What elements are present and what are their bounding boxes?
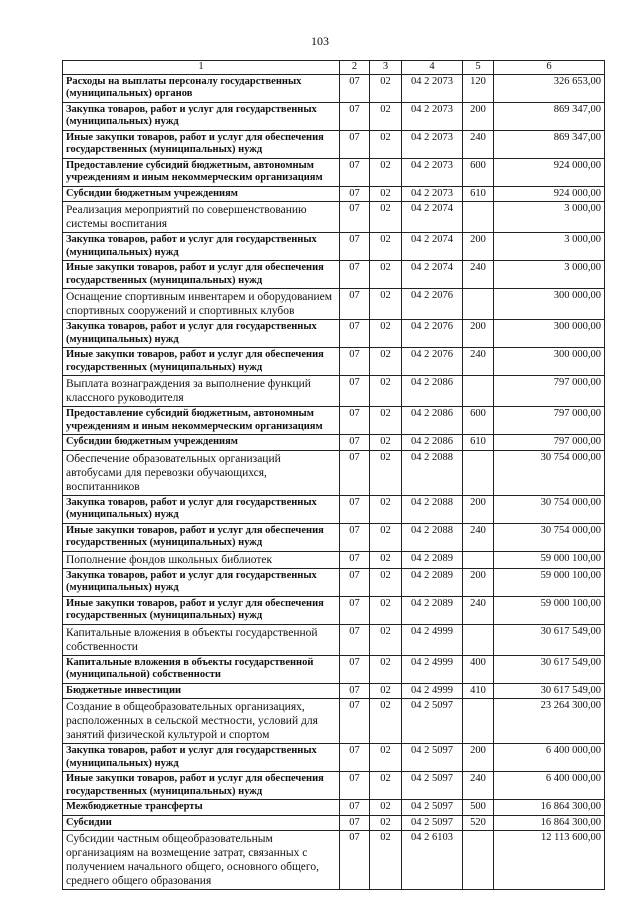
expense-type-code (463, 202, 494, 233)
target-article-code: 04 2 2074 (402, 233, 463, 261)
column-header-4: 4 (402, 61, 463, 75)
column-header-2: 2 (340, 61, 370, 75)
subsection-code: 02 (370, 655, 402, 683)
amount-value: 16 864 300,00 (494, 800, 605, 816)
expense-type-code: 200 (463, 568, 494, 596)
amount-value: 6 400 000,00 (494, 772, 605, 800)
page-number: 103 (311, 34, 329, 48)
section-code: 07 (340, 320, 370, 348)
amount-value: 3 000,00 (494, 261, 605, 289)
target-article-code: 04 2 2086 (402, 407, 463, 435)
table-row (63, 261, 605, 289)
section-code: 07 (340, 289, 370, 320)
target-article-code: 04 2 2088 (402, 450, 463, 495)
table-row (63, 568, 605, 596)
amount-value: 300 000,00 (494, 289, 605, 320)
subsection-code: 02 (370, 435, 402, 451)
section-code: 07 (340, 186, 370, 202)
target-article-code: 04 2 2089 (402, 596, 463, 624)
section-code: 07 (340, 407, 370, 435)
section-code: 07 (340, 624, 370, 655)
section-code: 07 (340, 74, 370, 102)
table-row (63, 233, 605, 261)
expense-type-code: 240 (463, 130, 494, 158)
section-code: 07 (340, 376, 370, 407)
expense-type-code: 400 (463, 655, 494, 683)
section-code: 07 (340, 435, 370, 451)
section-code: 07 (340, 495, 370, 523)
budget-item-name: Субсидии (63, 815, 340, 831)
subsection-code: 02 (370, 568, 402, 596)
table-row (63, 523, 605, 551)
subsection-code: 02 (370, 450, 402, 495)
budget-item-name: Субсидии частным общеобразовательным организациям на возмещение затрат, связанных с получением начального общего, основного общего, среднего общего образования (63, 831, 340, 890)
expense-type-code (463, 289, 494, 320)
subsection-code: 02 (370, 186, 402, 202)
section-code: 07 (340, 348, 370, 376)
section-code: 07 (340, 102, 370, 130)
table-row (63, 831, 605, 890)
target-article-code: 04 2 2073 (402, 158, 463, 186)
section-code: 07 (340, 523, 370, 551)
subsection-code: 02 (370, 202, 402, 233)
column-header-3: 3 (370, 61, 402, 75)
subsection-code: 02 (370, 261, 402, 289)
budget-item-name: Закупка товаров, работ и услуг для государственных (муниципальных) нужд (63, 320, 340, 348)
section-code: 07 (340, 158, 370, 186)
expense-type-code: 500 (463, 800, 494, 816)
table-row (63, 772, 605, 800)
section-code: 07 (340, 744, 370, 772)
target-article-code: 04 2 4999 (402, 624, 463, 655)
section-code: 07 (340, 568, 370, 596)
table-row (63, 551, 605, 568)
column-header-6: 6 (494, 61, 605, 75)
subsection-code: 02 (370, 815, 402, 831)
section-code: 07 (340, 800, 370, 816)
budget-item-name: Оснащение спортивным инвентарем и оборудованием спортивных сооружений и спортивных клубов (63, 289, 340, 320)
expense-type-code: 200 (463, 744, 494, 772)
amount-value: 12 113 600,00 (494, 831, 605, 890)
section-code: 07 (340, 551, 370, 568)
target-article-code: 04 2 2086 (402, 376, 463, 407)
table-row (63, 186, 605, 202)
budget-item-name: Бюджетные инвестиции (63, 683, 340, 699)
budget-table (62, 60, 605, 890)
expense-type-code: 610 (463, 435, 494, 451)
section-code: 07 (340, 202, 370, 233)
column-header-5: 5 (463, 61, 494, 75)
subsection-code: 02 (370, 495, 402, 523)
budget-item-name: Создание в общеобразовательных организациях, расположенных в сельской местности, условий для занятий физической культурой и спортом (63, 699, 340, 744)
section-code: 07 (340, 831, 370, 890)
subsection-code: 02 (370, 348, 402, 376)
amount-value: 869 347,00 (494, 102, 605, 130)
amount-value: 3 000,00 (494, 202, 605, 233)
budget-item-name: Реализация мероприятий по совершенствованию системы воспитания (63, 202, 340, 233)
target-article-code: 04 2 2076 (402, 320, 463, 348)
section-code: 07 (340, 130, 370, 158)
amount-value: 797 000,00 (494, 407, 605, 435)
target-article-code: 04 2 2074 (402, 261, 463, 289)
budget-item-name: Иные закупки товаров, работ и услуг для обеспечения государственных (муниципальных) нужд (63, 130, 340, 158)
expense-type-code: 200 (463, 102, 494, 130)
subsection-code: 02 (370, 74, 402, 102)
target-article-code: 04 2 5097 (402, 699, 463, 744)
budget-item-name: Субсидии бюджетным учреждениям (63, 435, 340, 451)
budget-item-name: Расходы на выплаты персоналу государственных (муниципальных) органов (63, 74, 340, 102)
table-body (63, 74, 605, 890)
table-row (63, 495, 605, 523)
amount-value: 924 000,00 (494, 158, 605, 186)
amount-value: 30 754 000,00 (494, 450, 605, 495)
expense-type-code (463, 699, 494, 744)
subsection-code: 02 (370, 624, 402, 655)
subsection-code: 02 (370, 233, 402, 261)
target-article-code: 04 2 4999 (402, 683, 463, 699)
table-row (63, 320, 605, 348)
table-row (63, 596, 605, 624)
subsection-code: 02 (370, 523, 402, 551)
target-article-code: 04 2 5097 (402, 800, 463, 816)
expense-type-code: 240 (463, 261, 494, 289)
target-article-code: 04 2 5097 (402, 744, 463, 772)
table-row (63, 202, 605, 233)
budget-item-name: Субсидии бюджетным учреждениям (63, 186, 340, 202)
amount-value: 869 347,00 (494, 130, 605, 158)
expense-type-code: 410 (463, 683, 494, 699)
amount-value: 30 617 549,00 (494, 655, 605, 683)
subsection-code: 02 (370, 320, 402, 348)
section-code: 07 (340, 596, 370, 624)
section-code: 07 (340, 655, 370, 683)
amount-value: 30 754 000,00 (494, 523, 605, 551)
expense-type-code (463, 376, 494, 407)
expense-type-code: 240 (463, 772, 494, 800)
section-code: 07 (340, 450, 370, 495)
amount-value: 6 400 000,00 (494, 744, 605, 772)
budget-item-name: Иные закупки товаров, работ и услуг для обеспечения государственных (муниципальных) нужд (63, 772, 340, 800)
section-code: 07 (340, 261, 370, 289)
budget-item-name: Предоставление субсидий бюджетным, автономным учреждениям и иным некоммерческим организациям (63, 158, 340, 186)
table-row (63, 744, 605, 772)
budget-item-name: Закупка товаров, работ и услуг для государственных (муниципальных) нужд (63, 568, 340, 596)
subsection-code: 02 (370, 289, 402, 320)
target-article-code: 04 2 2076 (402, 289, 463, 320)
budget-item-name: Предоставление субсидий бюджетным, автономным учреждениям и иным некоммерческим организациям (63, 407, 340, 435)
amount-value: 797 000,00 (494, 376, 605, 407)
amount-value: 797 000,00 (494, 435, 605, 451)
table-row (63, 130, 605, 158)
amount-value: 59 000 100,00 (494, 551, 605, 568)
target-article-code: 04 2 5097 (402, 772, 463, 800)
budget-item-name: Капитальные вложения в объекты государственной собственности (63, 624, 340, 655)
expense-type-code: 600 (463, 407, 494, 435)
amount-value: 924 000,00 (494, 186, 605, 202)
table-row (63, 655, 605, 683)
budget-item-name: Закупка товаров, работ и услуг для государственных (муниципальных) нужд (63, 233, 340, 261)
table-row (63, 450, 605, 495)
budget-item-name: Иные закупки товаров, работ и услуг для обеспечения государственных (муниципальных) нужд (63, 596, 340, 624)
budget-item-name: Иные закупки товаров, работ и услуг для обеспечения государственных (муниципальных) нужд (63, 348, 340, 376)
table-row (63, 435, 605, 451)
subsection-code: 02 (370, 831, 402, 890)
target-article-code: 04 2 2074 (402, 202, 463, 233)
target-article-code: 04 2 2089 (402, 551, 463, 568)
expense-type-code (463, 831, 494, 890)
amount-value: 3 000,00 (494, 233, 605, 261)
amount-value: 30 617 549,00 (494, 683, 605, 699)
expense-type-code: 200 (463, 320, 494, 348)
amount-value: 326 653,00 (494, 74, 605, 102)
target-article-code: 04 2 2088 (402, 495, 463, 523)
expense-type-code: 600 (463, 158, 494, 186)
target-article-code: 04 2 2088 (402, 523, 463, 551)
amount-value: 59 000 100,00 (494, 596, 605, 624)
budget-item-name: Капитальные вложения в объекты государственной (муниципальной) собственности (63, 655, 340, 683)
target-article-code: 04 2 2073 (402, 186, 463, 202)
subsection-code: 02 (370, 596, 402, 624)
table-row (63, 699, 605, 744)
table-row (63, 74, 605, 102)
table-row (63, 815, 605, 831)
budget-item-name: Закупка товаров, работ и услуг для государственных (муниципальных) нужд (63, 102, 340, 130)
table-row (63, 158, 605, 186)
budget-item-name: Иные закупки товаров, работ и услуг для обеспечения государственных (муниципальных) нужд (63, 523, 340, 551)
subsection-code: 02 (370, 158, 402, 186)
target-article-code: 04 2 6103 (402, 831, 463, 890)
subsection-code: 02 (370, 772, 402, 800)
expense-type-code (463, 450, 494, 495)
amount-value: 16 864 300,00 (494, 815, 605, 831)
expense-type-code: 240 (463, 523, 494, 551)
amount-value: 30 754 000,00 (494, 495, 605, 523)
subsection-code: 02 (370, 699, 402, 744)
section-code: 07 (340, 699, 370, 744)
section-code: 07 (340, 683, 370, 699)
target-article-code: 04 2 2076 (402, 348, 463, 376)
amount-value: 300 000,00 (494, 320, 605, 348)
expense-type-code: 200 (463, 495, 494, 523)
target-article-code: 04 2 2073 (402, 74, 463, 102)
subsection-code: 02 (370, 551, 402, 568)
target-article-code: 04 2 2089 (402, 568, 463, 596)
table-row (63, 348, 605, 376)
expense-type-code (463, 624, 494, 655)
subsection-code: 02 (370, 130, 402, 158)
subsection-code: 02 (370, 800, 402, 816)
table-row (63, 407, 605, 435)
amount-value: 59 000 100,00 (494, 568, 605, 596)
table-row (63, 624, 605, 655)
expense-type-code: 200 (463, 233, 494, 261)
amount-value: 300 000,00 (494, 348, 605, 376)
amount-value: 30 617 549,00 (494, 624, 605, 655)
budget-item-name: Выплата вознаграждения за выполнение функций классного руководителя (63, 376, 340, 407)
table-row (63, 102, 605, 130)
target-article-code: 04 2 5097 (402, 815, 463, 831)
subsection-code: 02 (370, 683, 402, 699)
expense-type-code: 610 (463, 186, 494, 202)
subsection-code: 02 (370, 744, 402, 772)
table-row (63, 376, 605, 407)
target-article-code: 04 2 4999 (402, 655, 463, 683)
column-header-1: 1 (63, 61, 340, 75)
expense-type-code: 120 (463, 74, 494, 102)
subsection-code: 02 (370, 376, 402, 407)
expense-type-code: 520 (463, 815, 494, 831)
section-code: 07 (340, 772, 370, 800)
table-row (63, 800, 605, 816)
budget-item-name: Закупка товаров, работ и услуг для государственных (муниципальных) нужд (63, 495, 340, 523)
target-article-code: 04 2 2086 (402, 435, 463, 451)
budget-item-name: Закупка товаров, работ и услуг для государственных (муниципальных) нужд (63, 744, 340, 772)
subsection-code: 02 (370, 102, 402, 130)
section-code: 07 (340, 815, 370, 831)
budget-item-name: Иные закупки товаров, работ и услуг для обеспечения государственных (муниципальных) нужд (63, 261, 340, 289)
table-row (63, 683, 605, 699)
section-code: 07 (340, 233, 370, 261)
expense-type-code (463, 551, 494, 568)
table-row (63, 289, 605, 320)
target-article-code: 04 2 2073 (402, 130, 463, 158)
expense-type-code: 240 (463, 348, 494, 376)
budget-item-name: Пополнение фондов школьных библиотек (63, 551, 340, 568)
target-article-code: 04 2 2073 (402, 102, 463, 130)
budget-item-name: Межбюджетные трансферты (63, 800, 340, 816)
amount-value: 23 264 300,00 (494, 699, 605, 744)
table-header-row (63, 61, 605, 75)
expense-type-code: 240 (463, 596, 494, 624)
budget-item-name: Обеспечение образовательных организаций автобусами для перевозки обучающихся, воспитанников (63, 450, 340, 495)
subsection-code: 02 (370, 407, 402, 435)
